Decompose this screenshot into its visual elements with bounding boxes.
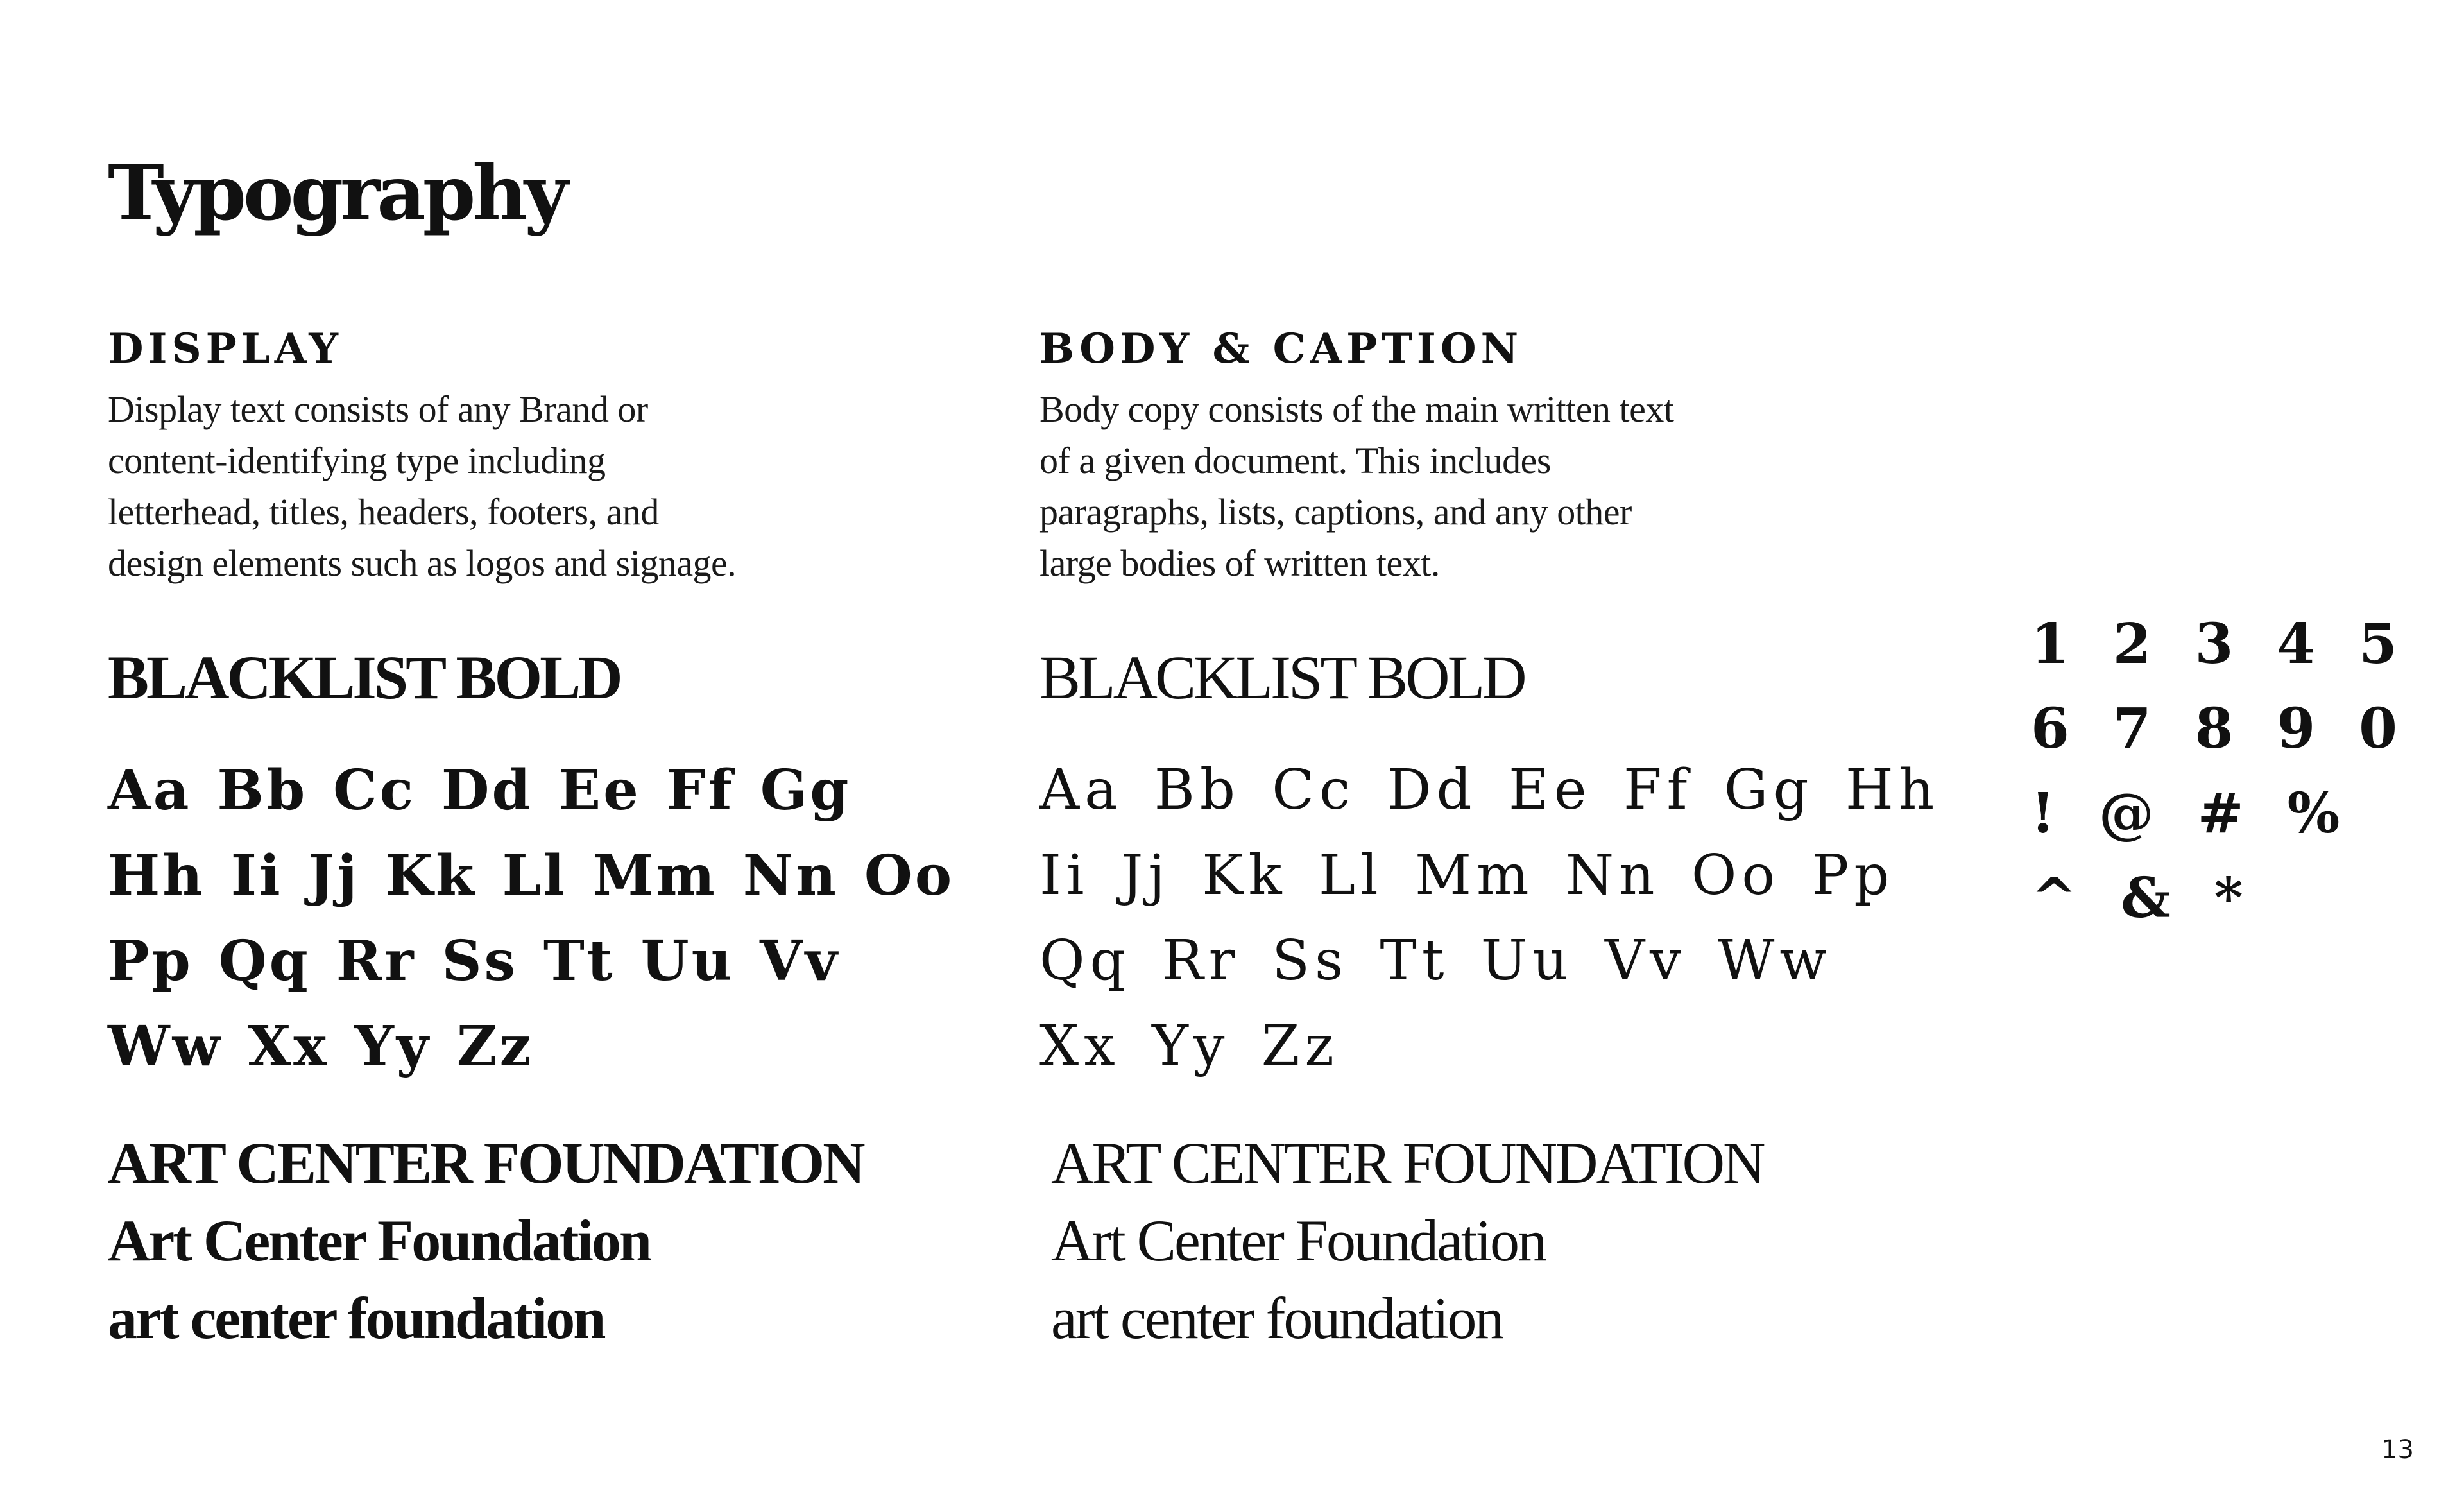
body-alphabet-line: Qq Rr Ss Tt Uu Vv Ww <box>1040 929 1832 993</box>
glyph-line-numerals-1: 1 2 3 4 5 <box>2031 612 2404 676</box>
display-description-line: content-identifying type including <box>108 440 606 481</box>
glyph-line-symbols-2: ^ & * <box>2031 866 2250 931</box>
glyph-line-symbols-1: ! @ # % <box>2031 781 2347 846</box>
display-samples <box>108 1124 864 1357</box>
body-alphabet <box>1040 748 1939 1089</box>
display-alphabet <box>108 748 954 1089</box>
numerals-and-symbols <box>2031 602 2404 941</box>
body-sample-titlecase: Art Center Foundation <box>1051 1208 1545 1273</box>
body-description-line: large bodies of written text. <box>1040 542 1440 584</box>
display-description <box>108 384 878 589</box>
display-alphabet-line: Hh Ii Jj Kk Ll Mm Nn Oo <box>108 843 955 908</box>
display-sample-uppercase: ART CENTER FOUNDATION <box>108 1130 864 1196</box>
body-samples <box>1051 1124 1763 1357</box>
body-alphabet-line: Ii Jj Kk Ll Mm Nn Oo Pp <box>1040 843 1895 907</box>
display-font-name: BLACKLIST BOLD <box>108 643 620 712</box>
body-font-name: BLACKLIST BOLD <box>1040 643 1525 712</box>
display-label: DISPLAY <box>108 325 343 373</box>
display-description-line: letterhead, titles, headers, footers, and <box>108 491 659 533</box>
body-description-line: paragraphs, lists, captions, and any other <box>1040 491 1632 533</box>
display-alphabet-line: Ww Xx Yy Zz <box>108 1014 534 1079</box>
body-description-line: of a given document. This includes <box>1040 440 1551 481</box>
display-sample-titlecase: Art Center Foundation <box>108 1208 651 1273</box>
display-alphabet-line: Aa Bb Cc Dd Ee Ff Gg <box>108 758 851 823</box>
page-number: 13 <box>2381 1435 2414 1465</box>
display-description-line: Display text consists of any Brand or <box>108 388 648 430</box>
body-caption-label: BODY & CAPTION <box>1040 325 1523 373</box>
display-alphabet-line: Pp Qq Rr Ss Tt Uu Vv <box>108 929 840 993</box>
body-description-line: Body copy consists of the main written text <box>1040 388 1674 430</box>
body-alphabet-line: Aa Bb Cc Dd Ee Ff Gg Hh <box>1040 758 1940 822</box>
body-sample-lowercase: art center foundation <box>1051 1285 1503 1351</box>
body-caption-description <box>1040 384 1810 589</box>
body-sample-uppercase: ART CENTER FOUNDATION <box>1051 1130 1764 1196</box>
body-alphabet-line: Xx Yy Zz <box>1040 1014 1339 1078</box>
display-sample-lowercase: art center foundation <box>108 1285 604 1351</box>
display-description-line: design elements such as logos and signage. <box>108 542 737 584</box>
glyph-line-numerals-2: 6 7 8 9 0 <box>2031 696 2404 761</box>
page-title: Typography <box>108 148 565 237</box>
